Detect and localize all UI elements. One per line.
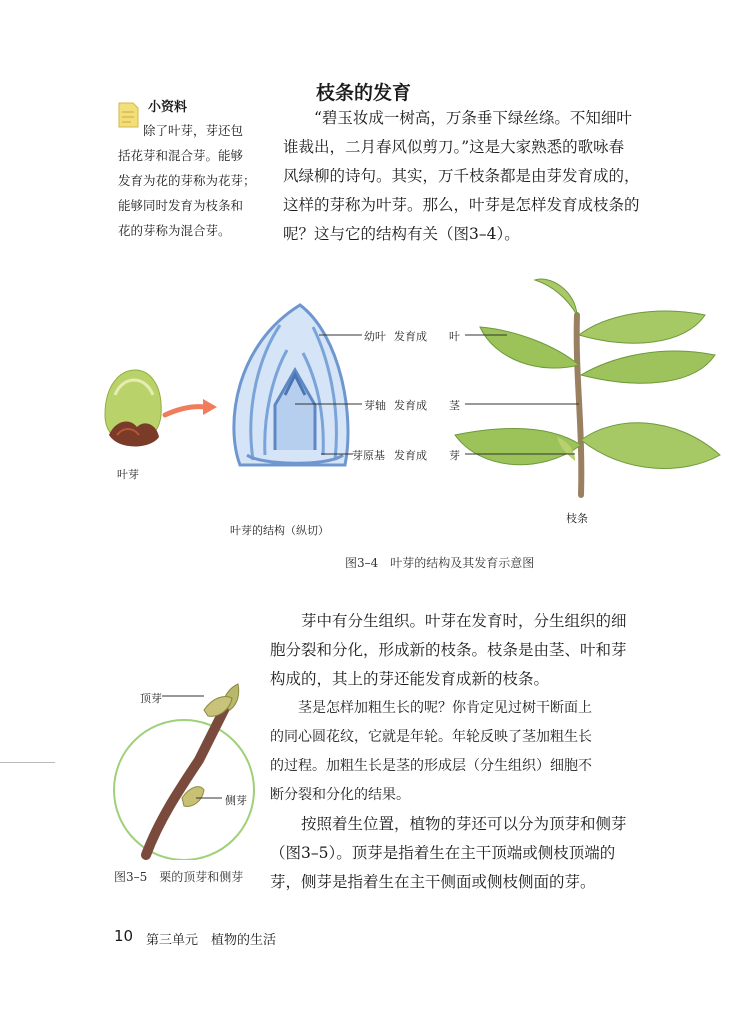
paragraph-line: 的过程。加粗生长是茎的形成层（分生组织）细胞不 (270, 758, 592, 774)
paragraph-line: 茎是怎样加粗生长的呢？你肯定见过树干断面上 (298, 700, 592, 716)
side-bud-label: 侧芽 (225, 794, 247, 807)
figure-3-5 (104, 680, 264, 860)
paragraph-line: 呢？这与它的结构有关（图3–4）。 (283, 225, 520, 243)
section-view-label: 叶芽的结构（纵切） (230, 524, 329, 537)
leaf-bud-illustration (105, 370, 161, 447)
sidebar-line: 括花芽和混合芽。能够 (118, 148, 244, 163)
label-develops-into: 发育成 (394, 449, 427, 462)
label-stem: 茎 (449, 399, 460, 412)
label-bud-primordium: 芽原基 (352, 449, 385, 462)
top-bud-label: 顶芽 (140, 692, 162, 705)
paragraph-line: （图3–5）。顶芽是指着生在主干顶端或侧枝顶端的 (270, 844, 616, 862)
sidebar-line: 除了叶芽，芽还包 (143, 123, 244, 138)
sidebar-line: 花的芽称为混合芽。 (118, 223, 231, 238)
figure-3-4-caption: 图3–4 叶芽的结构及其发育示意图 (345, 556, 535, 570)
paragraph-4 (270, 810, 690, 897)
figure-3-5-caption: 图3–5 栗的顶芽和侧芽 (114, 870, 244, 884)
bud-section-illustration (234, 305, 348, 465)
unit-title: 第三单元 植物的生活 (146, 933, 277, 948)
paragraph-line: “碧玉妆成一树高，万条垂下绿丝绦。不知细叶 (314, 109, 632, 127)
paragraph-2 (270, 607, 690, 694)
paragraph-line: 胞分裂和分化，形成新的枝条。枝条是由茎、叶和芽 (270, 641, 627, 659)
branch-label: 枝条 (566, 512, 588, 525)
branch-illustration (455, 279, 720, 495)
paragraph-line: 的同心圆花纹，它就是年轮。年轮反映了茎加粗生长 (270, 729, 592, 745)
sidebar-line: 发育为花的芽称为花芽； (118, 173, 256, 188)
paragraph-line: 按照着生位置，植物的芽还可以分为顶芽和侧芽 (301, 815, 627, 833)
label-develops-into: 发育成 (394, 399, 427, 412)
paragraph-line: 谁裁出，二月春风似剪刀。”这是大家熟悉的歌咏春 (283, 138, 625, 156)
leaf-bud-label: 叶芽 (117, 468, 139, 481)
paragraph-line: 风绿柳的诗句。其实，万千枝条都是由芽发育成的， (283, 167, 640, 185)
sidebar-title: 小资料 (148, 100, 188, 115)
section-title: 枝条的发育 (316, 82, 412, 104)
sidebar-line: 能够同时发育为枝条和 (118, 198, 244, 213)
label-bud-axis: 芽轴 (364, 399, 386, 412)
paragraph-line: 芽中有分生组织。叶芽在发育时，分生组织的细 (301, 612, 627, 630)
page-number: 10 (114, 927, 134, 945)
paragraph-line: 断分裂和分化的结果。 (270, 787, 410, 803)
label-leaf: 叶 (449, 330, 460, 343)
paragraph-3 (270, 694, 690, 810)
label-young-leaf: 幼叶 (364, 330, 386, 343)
paragraph-1 (283, 104, 683, 249)
sidebar-text (118, 118, 268, 243)
paragraph-line: 芽，侧芽是指着生在主干侧面或侧枝侧面的芽。 (270, 873, 596, 891)
label-bud: 芽 (449, 449, 460, 462)
margin-rule (0, 762, 55, 763)
label-develops-into: 发育成 (394, 330, 427, 343)
paragraph-line: 这样的芽称为叶芽。那么，叶芽是怎样发育成枝条的 (283, 196, 640, 214)
paragraph-line: 构成的，其上的芽还能发育成新的枝条。 (270, 670, 550, 688)
